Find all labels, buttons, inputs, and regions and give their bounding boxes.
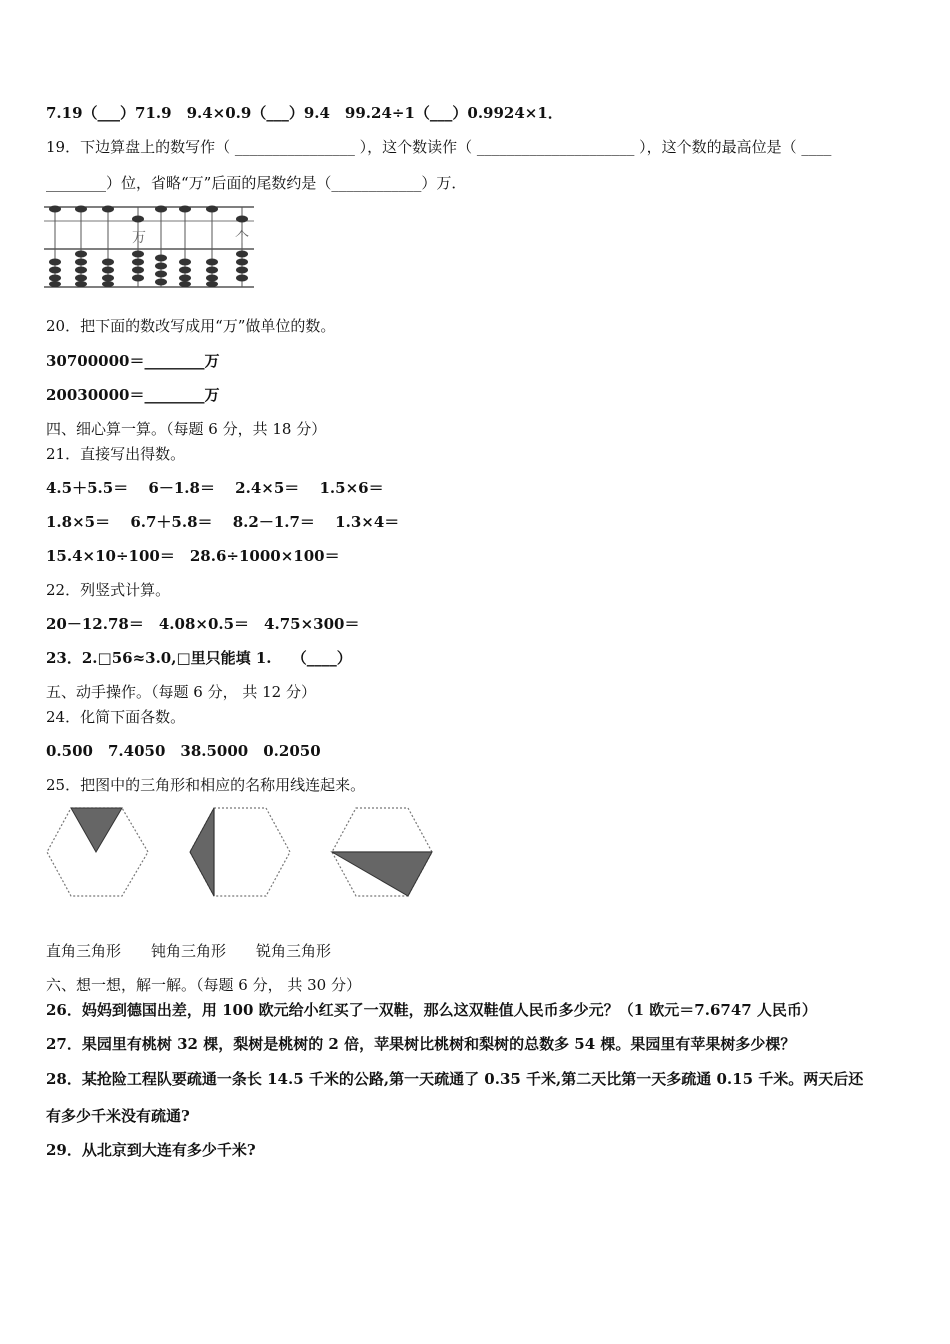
abacus-figure — [44, 198, 256, 292]
q24-row: 0.500 7.4050 38.5000 0.2050 — [46, 742, 321, 760]
q19-line2: ________）位，省略“万”后面的尾数约是（____________）万． — [46, 174, 467, 192]
q23-line: 23．2.□56≈3.0,□里只能填 1. （____） — [46, 649, 352, 667]
hexagon-2 — [190, 808, 290, 896]
q21-title: 21．直接写出得数。 — [46, 445, 186, 463]
q21-row3: 15.4×10÷100＝ 28.6÷1000×100＝ — [46, 547, 340, 565]
q26-line: 26．妈妈到德国出差，用 100 欧元给小红买了一双鞋，那么这双鞋值人民币多少元？（1 欧元＝7.6747 人民币） — [46, 1001, 817, 1019]
q20-item-b: 20030000＝________万 — [46, 386, 220, 404]
q25-triangle-names: 直角三角形 钝角三角形 锐角三角形 — [46, 942, 332, 960]
abacus-label-wan: 万 — [132, 230, 146, 246]
q22-title: 22．列竖式计算。 — [46, 581, 171, 599]
section-4-heading: 四、细心算一算。（每题 6 分，共 18 分） — [46, 420, 327, 438]
q22-row: 20－12.78＝ 4.08×0.5＝ 4.75×300＝ — [46, 615, 360, 633]
q25-title: 25．把图中的三角形和相应的名称用线连起来。 — [46, 776, 366, 794]
q19-line1: 19．下边算盘上的数写作（ ________________ ），这个数读作（ _____________________ ），这个数的最高位是（ ____ — [46, 138, 832, 156]
q21-row1: 4.5＋5.5＝ 6－1.8＝ 2.4×5＝ 1.5×6＝ — [46, 479, 384, 497]
q27-line: 27．果园里有桃树 32 棵，梨树是桃树的 2 倍，苹果树比桃树和梨树的总数多 54 棵。果园里有苹果树多少棵？ — [46, 1035, 796, 1053]
q18-compare-line: 7.19（___）71.9 9.4×0.9（___）9.4 99.24÷1（___）0.9924×1． — [46, 104, 563, 122]
q20-title: 20．把下面的数改写成用“万”做单位的数。 — [46, 317, 336, 335]
section-6-heading: 六、想一想，解一解。（每题 6 分， 共 30 分） — [46, 976, 361, 994]
hexagon-1 — [47, 808, 148, 896]
q21-row2: 1.8×5＝ 6.7＋5.8＝ 8.2－1.7＝ 1.3×4＝ — [46, 513, 400, 531]
q29-line: 29．从北京到大连有多少千米? — [46, 1141, 256, 1159]
q28-line2: 有多少千米没有疏通? — [46, 1107, 190, 1125]
abacus-label-ge: 个 — [235, 230, 249, 246]
hexagon-3 — [332, 808, 432, 896]
section-5-heading: 五、动手操作。（每题 6 分， 共 12 分） — [46, 683, 316, 701]
hexagon-figures — [44, 804, 444, 900]
q20-item-a: 30700000＝________万 — [46, 352, 220, 370]
q28-line1: 28．某抢险工程队要疏通一条长 14.5 千米的公路,第一天疏通了 0.35 千米,第二天比第一天多疏通 0.15 千米。两天后还 — [46, 1070, 864, 1088]
q24-title: 24．化简下面各数。 — [46, 708, 186, 726]
